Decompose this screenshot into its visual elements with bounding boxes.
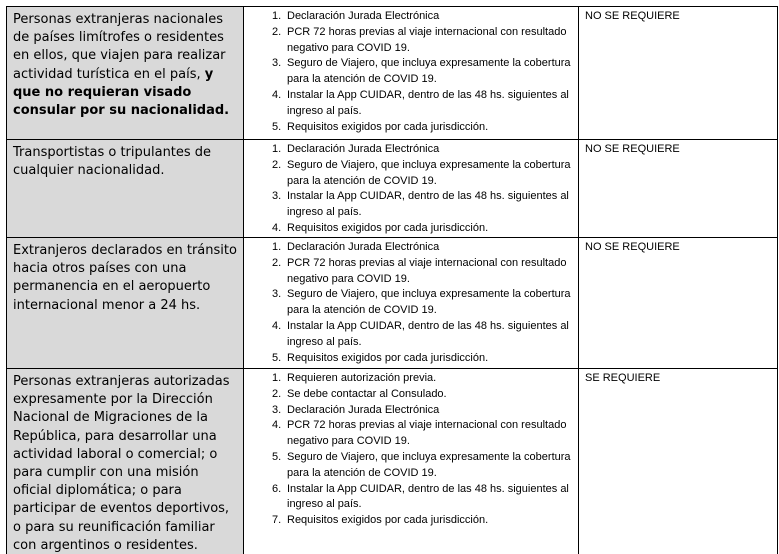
item-text: Declaración Jurada Electrónica bbox=[287, 403, 440, 416]
category-cell bbox=[7, 369, 244, 554]
list-item bbox=[244, 56, 574, 88]
requirements-table bbox=[6, 6, 778, 554]
requirements-cell bbox=[244, 7, 579, 140]
item-text: Seguro de Viajero, que incluya expresamente la cobertura para la atención de COVID 19. bbox=[287, 288, 571, 317]
list-item bbox=[244, 513, 574, 529]
item-number: 4. bbox=[272, 88, 282, 101]
item-text: Seguro de Viajero, que incluya expresamente la cobertura para la atención de COVID 19. bbox=[287, 450, 571, 479]
item-number: 1. bbox=[272, 372, 282, 384]
requirements-cell bbox=[244, 238, 579, 369]
item-number: 3. bbox=[272, 57, 282, 70]
item-text: Declaración Jurada Electrónica bbox=[287, 143, 440, 155]
requirements-cell bbox=[244, 369, 579, 554]
visa-status-cell: NO SE REQUIERE bbox=[579, 140, 778, 238]
list-item bbox=[244, 418, 574, 450]
item-text: Instalar la App CUIDAR, dentro de las 48 hs. siguientes al ingreso al país. bbox=[287, 319, 569, 348]
item-number: 5. bbox=[272, 120, 282, 133]
list-item bbox=[244, 482, 574, 514]
item-number: 2. bbox=[272, 256, 282, 269]
category-cell bbox=[7, 7, 244, 140]
item-number: 2. bbox=[272, 25, 282, 38]
item-text: Instalar la App CUIDAR, dentro de las 48 hs. siguientes al ingreso al país. bbox=[287, 190, 569, 219]
item-text: PCR 72 horas previas al viaje internacional con resultado negativo para COVID 19. bbox=[287, 256, 567, 285]
list-item bbox=[244, 120, 574, 136]
requirements-list bbox=[244, 142, 574, 237]
list-item bbox=[244, 319, 574, 351]
item-number: 4. bbox=[272, 319, 282, 332]
table-row bbox=[7, 7, 778, 140]
item-text: Instalar la App CUIDAR, dentro de las 48 hs. siguientes al ingreso al país. bbox=[287, 482, 569, 511]
category-text: Transportistas o tripulantes de cualquier nacionalidad. bbox=[13, 145, 212, 179]
list-item bbox=[244, 158, 574, 190]
list-item bbox=[244, 287, 574, 319]
list-item bbox=[244, 240, 574, 256]
item-text: Requisitos exigidos por cada jurisdicción. bbox=[287, 221, 489, 234]
list-item bbox=[244, 88, 574, 120]
visa-status-cell: NO SE REQUIERE bbox=[579, 7, 778, 140]
item-text: Seguro de Viajero, que incluya expresamente la cobertura para la atención de COVID 19. bbox=[287, 158, 571, 187]
item-text: Seguro de Viajero, que incluya expresamente la cobertura para la atención de COVID 19. bbox=[287, 57, 571, 86]
category-cell bbox=[7, 238, 244, 369]
category-cell bbox=[7, 140, 244, 238]
item-text: Declaración Jurada Electrónica bbox=[287, 10, 440, 22]
item-number: 1. bbox=[272, 241, 282, 253]
item-number: 2. bbox=[272, 158, 282, 171]
list-item bbox=[244, 221, 574, 237]
category-text: Personas extranjeras autorizadas expresamente por la Dirección Nacional de Migraciones de la República, para desarrollar una actividad laboral o comercial; o para cumplir con una misión oficial diplomática; o para participar de eventos deportivos, o para su reunificación familiar con argentinos o residentes. bbox=[13, 374, 230, 553]
item-text: Se debe contactar al Consulado. bbox=[287, 387, 447, 400]
item-number: 6. bbox=[272, 482, 282, 495]
list-item bbox=[244, 9, 574, 25]
visa-status-cell: SE REQUIERE bbox=[579, 369, 778, 554]
item-number: 5. bbox=[272, 351, 282, 364]
item-number: 1. bbox=[272, 143, 282, 155]
item-number: 2. bbox=[272, 387, 282, 400]
list-item bbox=[244, 403, 574, 419]
list-item bbox=[244, 189, 574, 221]
requirements-list bbox=[244, 240, 574, 366]
item-number: 3. bbox=[272, 403, 282, 416]
item-text: Requisitos exigidos por cada jurisdicción. bbox=[287, 351, 489, 364]
item-text: Requisitos exigidos por cada jurisdicción. bbox=[287, 514, 489, 527]
item-number: 4. bbox=[272, 419, 282, 432]
category-text-bold: y que no requieran visado consular por su nacionalidad. bbox=[13, 66, 230, 119]
list-item bbox=[244, 256, 574, 288]
item-text: Instalar la App CUIDAR, dentro de las 48 hs. siguientes al ingreso al país. bbox=[287, 88, 569, 117]
requirements-list bbox=[244, 9, 574, 135]
category-text: Extranjeros declarados en tránsito hacia otros países con una permanencia en el aeropuerto internacional menor a 24 hs. bbox=[13, 243, 237, 313]
list-item bbox=[244, 371, 574, 387]
item-text: PCR 72 horas previas al viaje internacional con resultado negativo para COVID 19. bbox=[287, 419, 567, 448]
visa-status-cell: NO SE REQUIERE bbox=[579, 238, 778, 369]
requirements-cell bbox=[244, 140, 579, 238]
list-item bbox=[244, 142, 574, 158]
table-row bbox=[7, 238, 778, 369]
item-number: 5. bbox=[272, 450, 282, 463]
list-item bbox=[244, 387, 574, 403]
item-text: Declaración Jurada Electrónica bbox=[287, 241, 440, 253]
list-item bbox=[244, 25, 574, 57]
item-text: Requisitos exigidos por cada jurisdicción. bbox=[287, 120, 489, 133]
item-number: 3. bbox=[272, 288, 282, 301]
item-number: 3. bbox=[272, 190, 282, 203]
item-number: 4. bbox=[272, 221, 282, 234]
list-item bbox=[244, 351, 574, 367]
table-row bbox=[7, 140, 778, 238]
item-text: PCR 72 horas previas al viaje internacional con resultado negativo para COVID 19. bbox=[287, 25, 567, 54]
category-text: Personas extranjeras nacionales de países limítrofes o residentes en ellos, que viajen para realizar actividad turística en el país, bbox=[13, 12, 226, 82]
table-row bbox=[7, 369, 778, 554]
item-text: Requieren autorización previa. bbox=[287, 372, 437, 384]
list-item bbox=[244, 450, 574, 482]
item-number: 7. bbox=[272, 514, 282, 527]
requirements-list bbox=[244, 371, 574, 529]
item-number: 1. bbox=[272, 10, 282, 22]
